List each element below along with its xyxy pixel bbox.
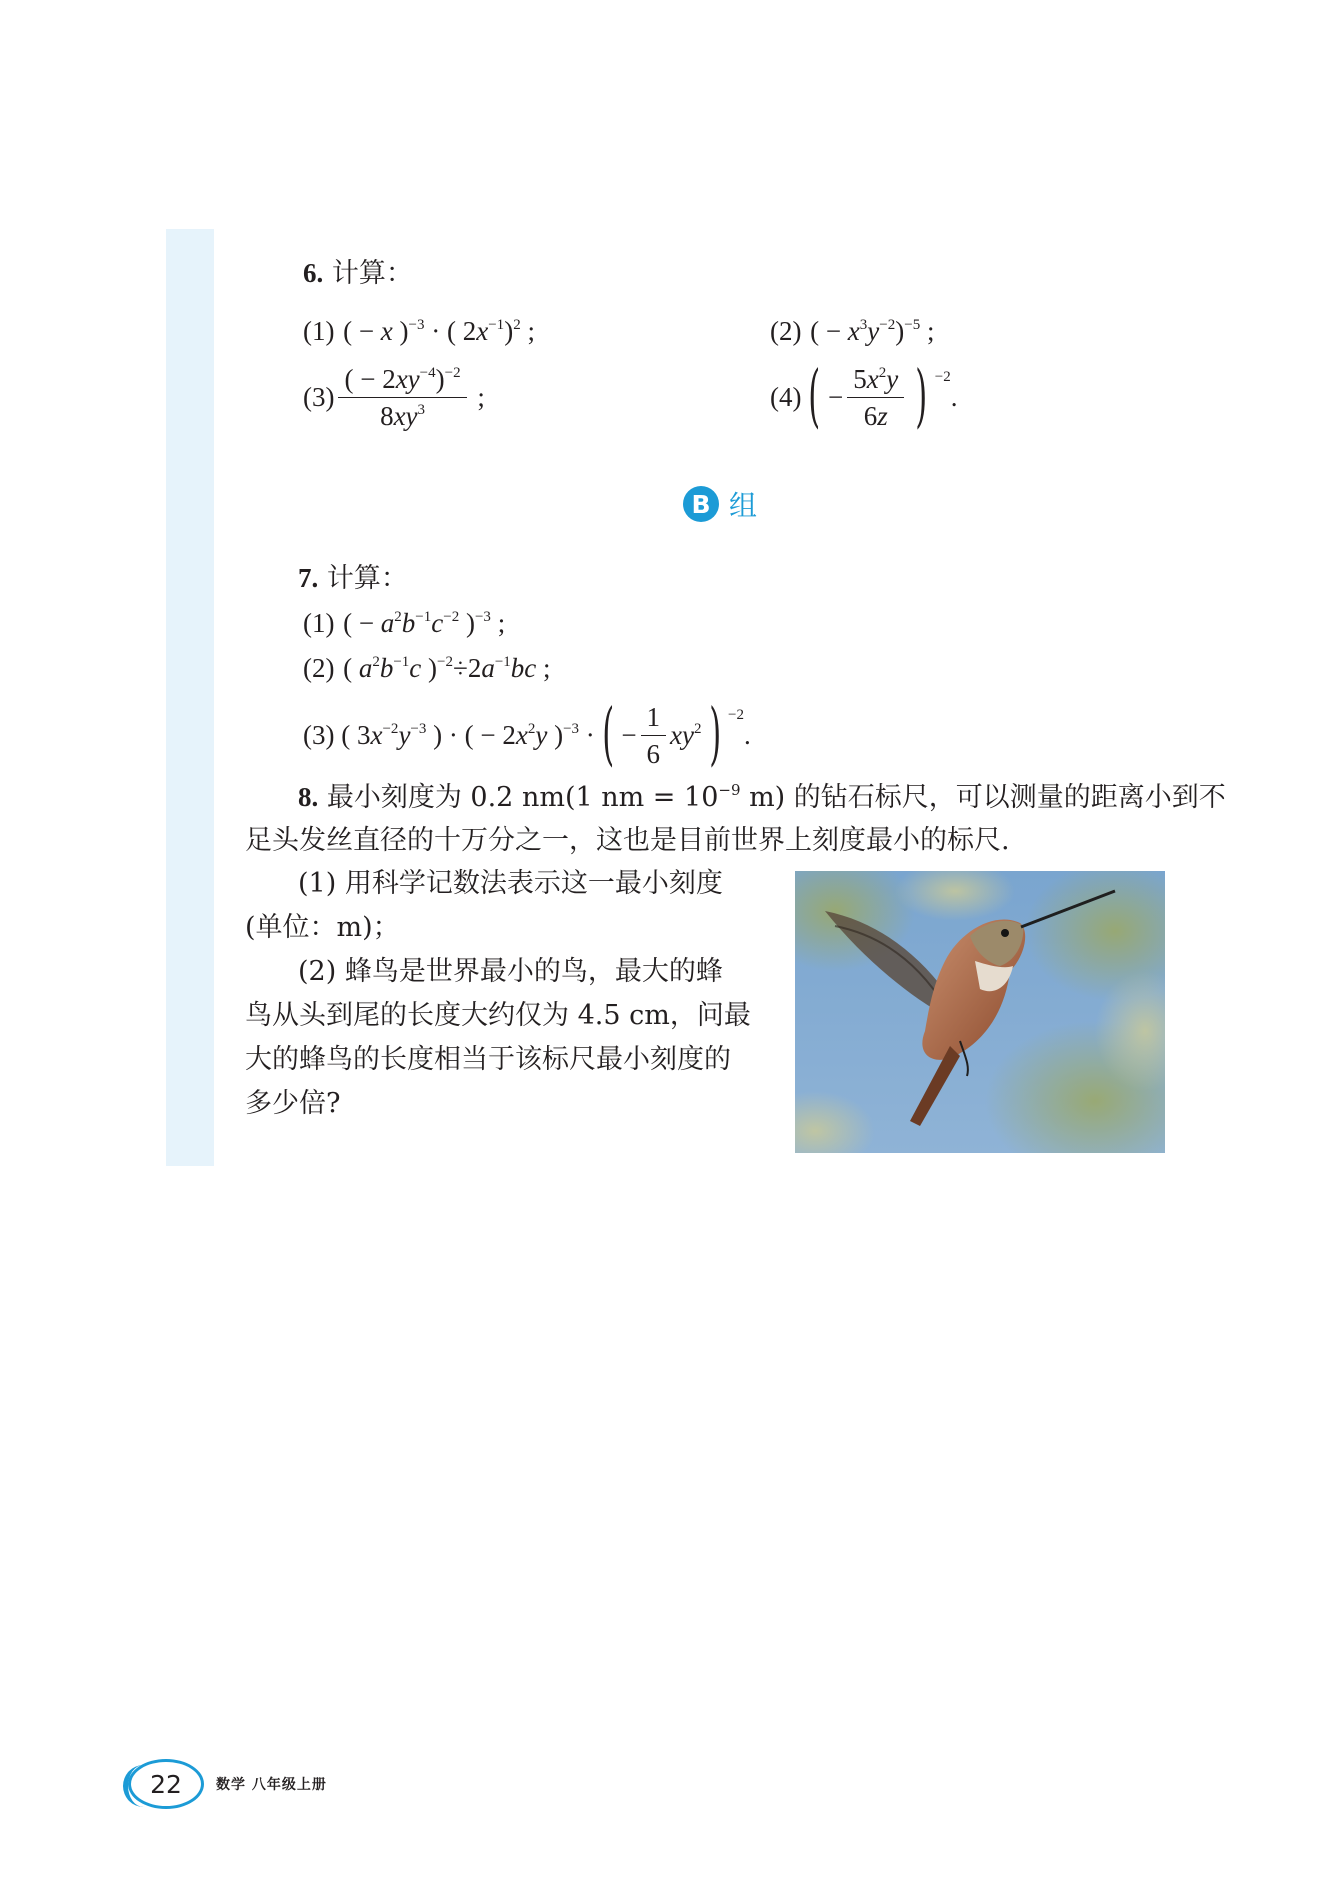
question-1-line-2: (单位：m)； [245, 912, 400, 943]
formula: ( − $x^3y^{-2})^{-5}$ ; [810, 316, 935, 346]
group-b-heading [683, 484, 757, 524]
left-margin-band [166, 229, 214, 1166]
problem-7-heading [298, 558, 408, 599]
problem-number: 7. [298, 563, 319, 593]
part-label: (2) [303, 653, 335, 683]
question-2-line-3: 大的蜂鸟的长度相当于该标尺最小刻度的 [245, 1044, 731, 1075]
part-label: (2) [770, 316, 802, 346]
question-2-line-1: (2) 蜂鸟是世界最小的鸟，最大的蜂 [298, 956, 723, 987]
part-label: (3) [303, 382, 335, 412]
fraction: $\frac{5x^2y}{6z}$ [847, 363, 904, 432]
problem-6-heading [303, 253, 413, 294]
problem-stem: 计算： [331, 258, 413, 289]
part-label: (1) [303, 316, 335, 346]
problem-6-part-3: (3) $\frac{( - 2xy^{-4})^{-2}}{8xy^3}$ ; [303, 363, 485, 431]
problem-stem: 计算： [326, 563, 408, 594]
fraction: $\frac{( - 2xy^{-4})^{-2}}{8xy^3}$ [338, 363, 466, 432]
question-1-line-1: (1) 用科学记数法表示这一最小刻度 [298, 868, 723, 899]
book-title: 数学 八年级上册 [216, 1777, 327, 1793]
problem-6-part-1 [303, 311, 535, 352]
page-footer [128, 1758, 327, 1810]
question-2-line-2: 鸟从头到尾的长度大约仅为 4.5 cm，问最 [245, 1000, 751, 1031]
problem-7-part-1 [303, 603, 505, 644]
problem-7-part-2 [303, 648, 551, 689]
formula: ( $a^2b^{-1}c$ )$^{-2}\div 2a^{-1}bc$ ; [343, 653, 551, 683]
group-title: 组 [729, 489, 758, 522]
problem-6-part-2 [770, 311, 934, 352]
fraction: $\frac{1}{6}$ [641, 701, 667, 770]
problem-number: 6. [303, 258, 324, 288]
part-label: (4) [770, 382, 802, 412]
part-label: (3) [303, 720, 335, 750]
formula: ( − x )$^{-3}$ · ( $2x^{-1})^2$ ; [343, 316, 535, 346]
problem-7-part-3: (3) ( $3x^{-2}y^{-3}$ ) · ( − $2x^2y$ )$^{-3}$ · ( − $\frac{1}{6}$ $xy^2$ ) −2 . [303, 695, 751, 774]
problem-6-part-4: (4) ( − $\frac{5x^2y}{6z}$ ) −2 . [770, 357, 958, 436]
group-badge: B [683, 486, 719, 522]
problem-8-line-1: 8. 最小刻度为 0.2 nm(1 nm = $10^{-9}$ m) 的钻石标尺，可以测量的距离小到不 [298, 781, 1226, 813]
problem-number: 8. [298, 782, 319, 812]
part-label: (1) [303, 608, 335, 638]
problem-8-line-2: 足头发丝直径的十万分之一，这也是目前世界上刻度最小的标尺. [245, 825, 1010, 856]
page-number-badge [128, 1759, 204, 1809]
page-number: 22 [150, 1769, 182, 1799]
formula: ( − $a^2b^{-1}c^{-2}$ )$^{-3}$ ; [343, 608, 506, 638]
hummingbird-photo [795, 871, 1165, 1153]
question-2-line-4: 多少倍? [245, 1088, 341, 1119]
